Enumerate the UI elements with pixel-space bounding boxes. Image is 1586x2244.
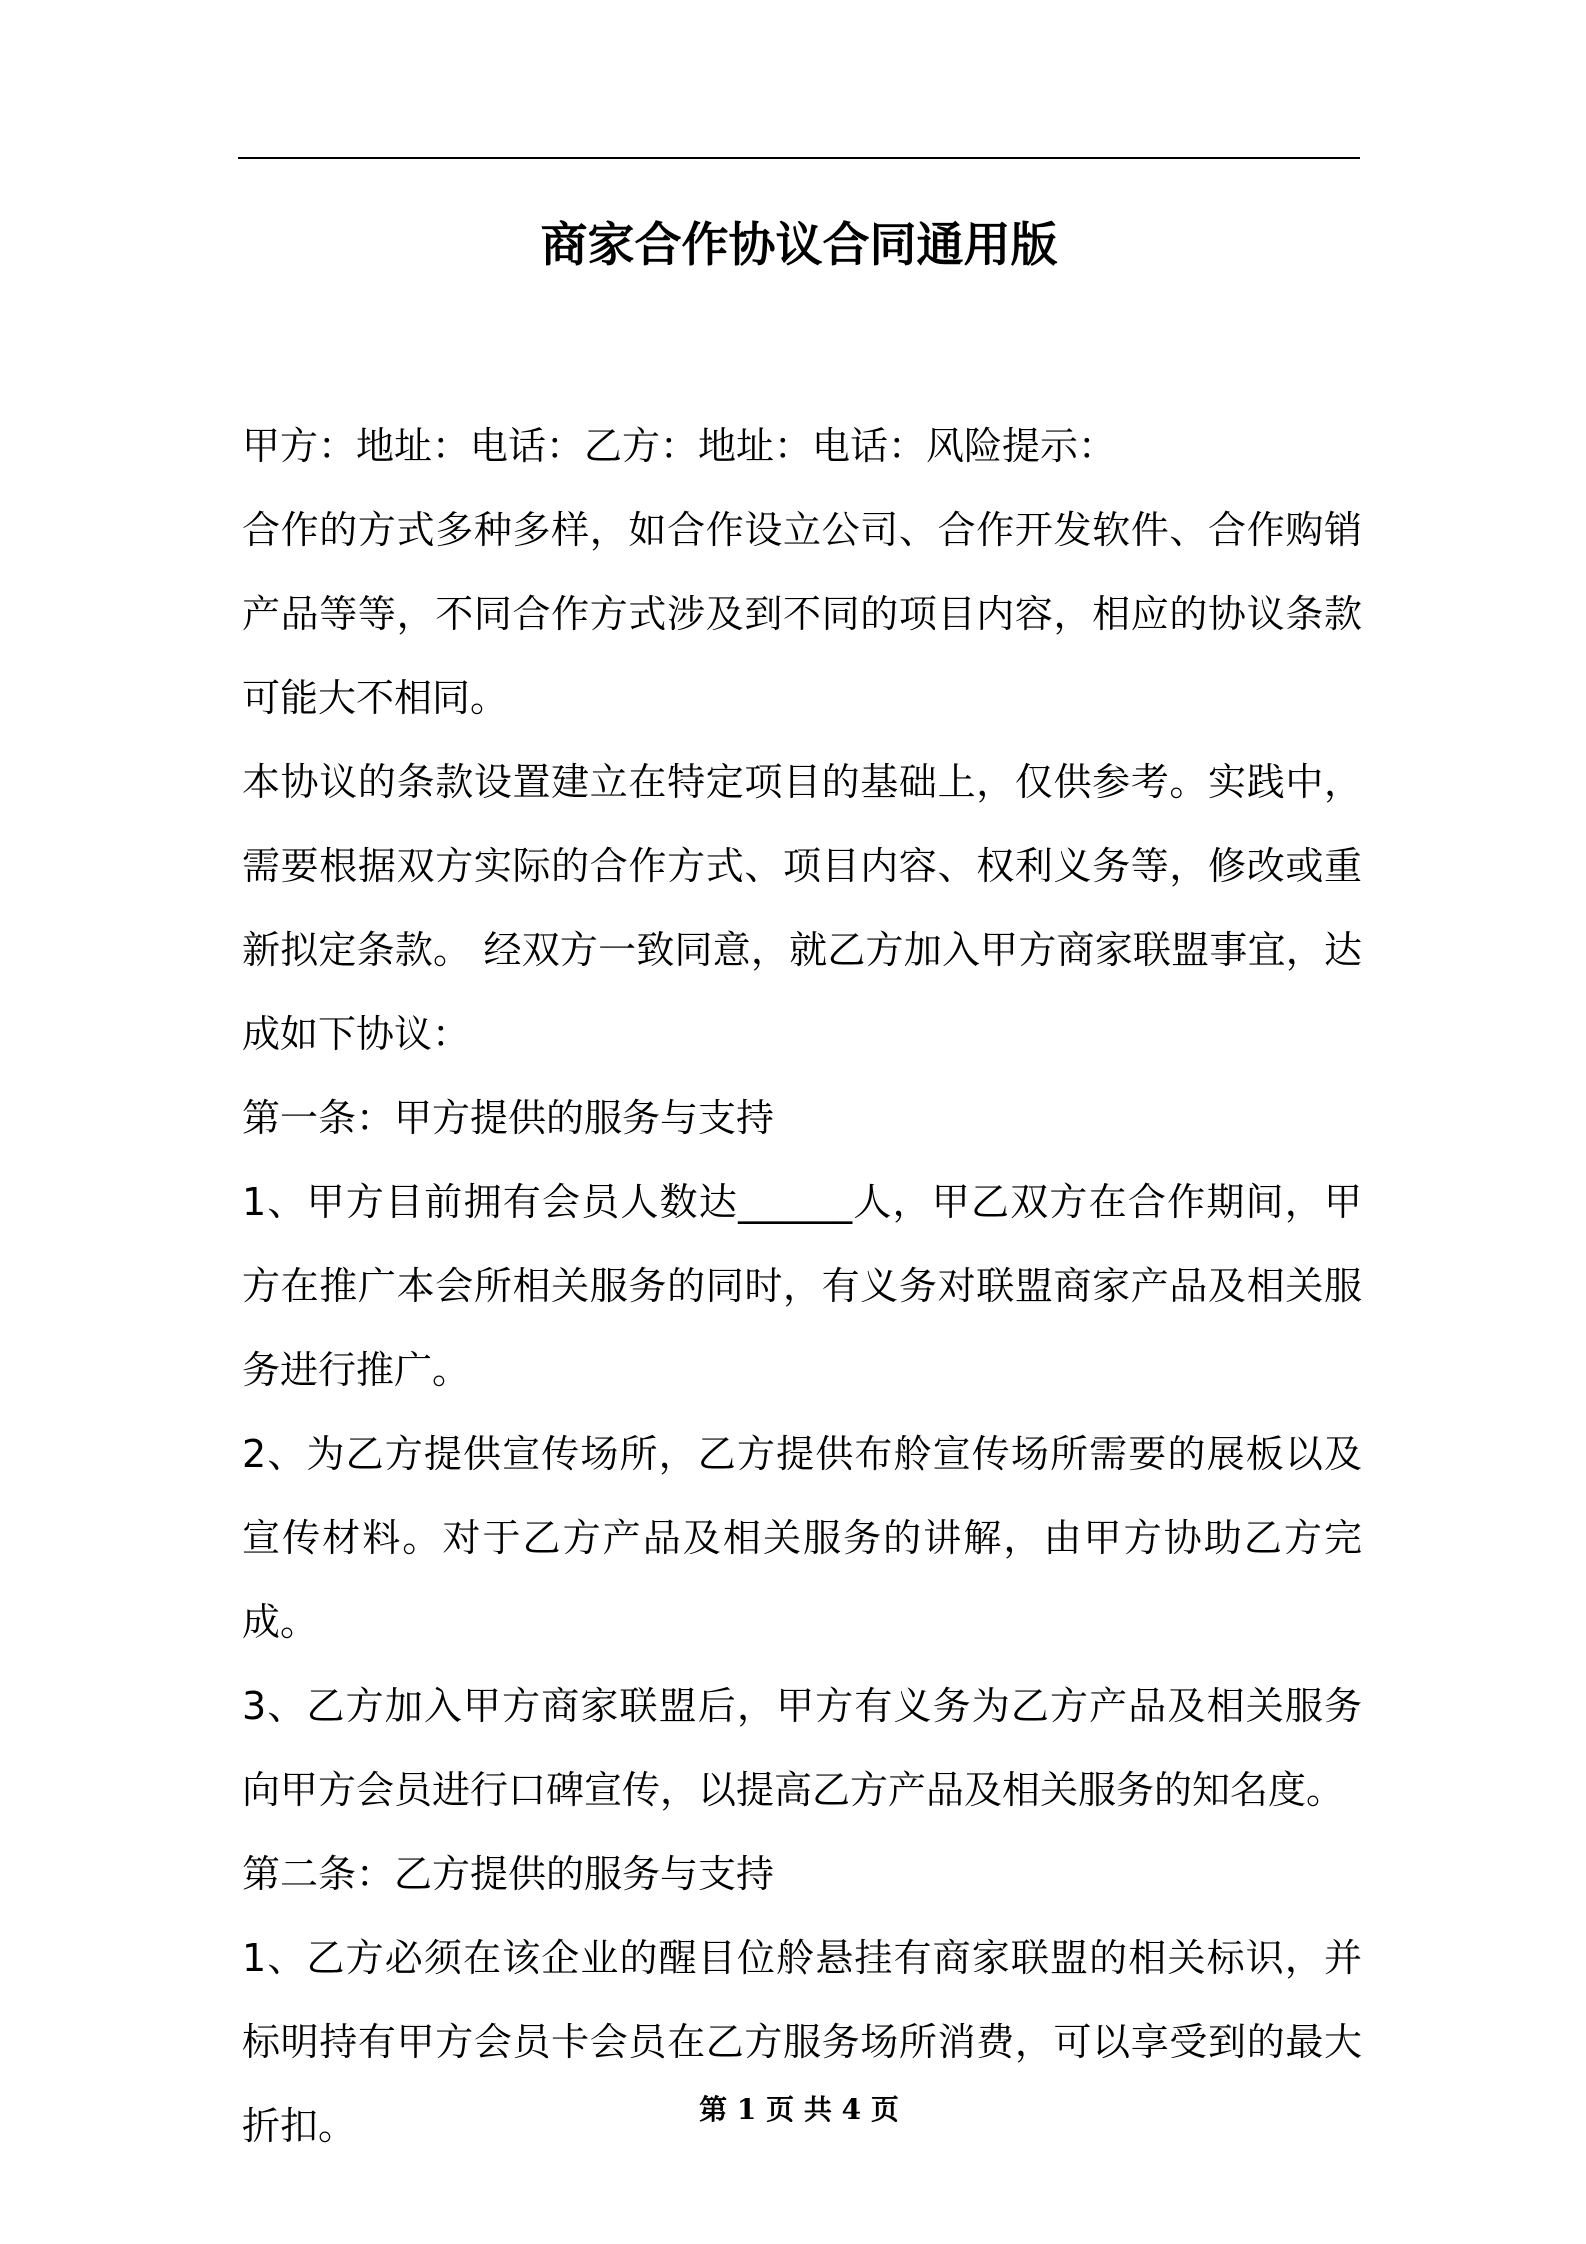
article-2-clause-1: 1、乙方必须在该企业的醒目位舲悬挂有商家联盟的相关标识，并标明持有甲方会员卡会员在乙方服务场所消费，可以享受到的最大折扣。 (242, 1936, 1362, 2148)
document-title: 商家合作协议合同通用版 (540, 218, 1058, 273)
article-1-heading: 第一条：甲方提供的服务与支持 (242, 1096, 775, 1140)
party-info-line: 甲方：地址：电话：乙方：地址：电话：风险提示： (242, 424, 1117, 468)
article-1-clause-3: 3、乙方加入甲方商家联盟后，甲方有义务为乙方产品及相关服务向甲方会员进行口碑宣传，以提高乙方产品及相关服务的知名度。 (242, 1684, 1362, 1812)
page-number: 第 1 页 共 4 页 (699, 2093, 899, 2126)
article-2-heading: 第二条：乙方提供的服务与支持 (242, 1852, 775, 1896)
document-body (242, 404, 1362, 2168)
header-rule (238, 157, 1360, 159)
article-1-clause-1: 1、甲方目前拥有会员人数达______人，甲乙双方在合作期间，甲方在推广本会所相关服务的同时，有义务对联盟商家产品及相关服务进行推广。 (242, 1180, 1362, 1392)
risk-note-paragraph: 合作的方式多种多样，如合作设立公司、合作开发软件、合作购销产品等等，不同合作方式涉及到不同的项目内容，相应的协议条款可能大不相同。 (242, 508, 1362, 720)
reference-note-paragraph: 本协议的条款设置建立在特定项目的基础上，仅供参考。实践中，需要根据双方实际的合作方式、项目内容、权利义务等，修改或重新拟定条款。 经双方一致同意，就乙方加入甲方商家联盟事宜，达成如下协议： (242, 760, 1362, 1056)
article-1-clause-2: 2、为乙方提供宣传场所，乙方提供布舲宣传场所需要的展板以及宣传材料。对于乙方产品及相关服务的讲解，由甲方协助乙方完成。 (242, 1432, 1362, 1644)
